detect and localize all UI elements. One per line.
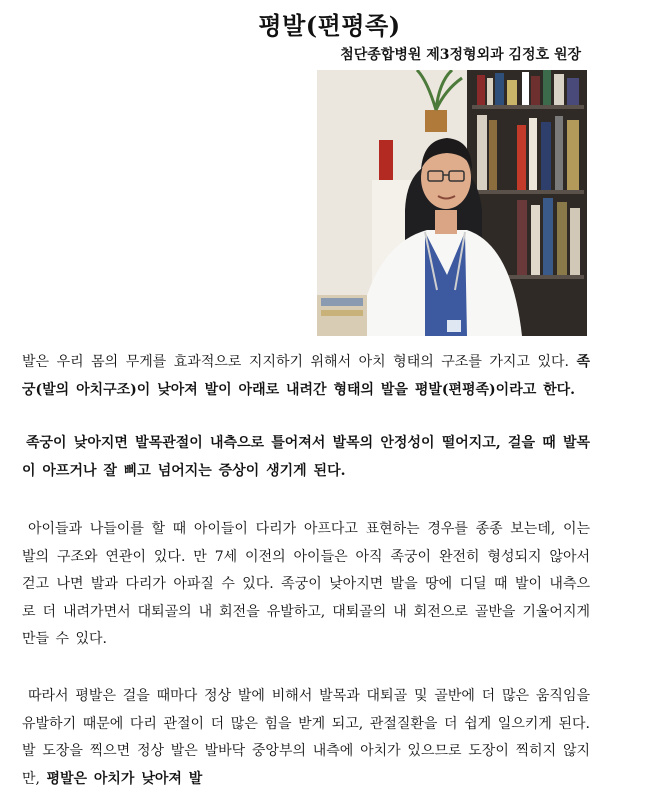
paragraph-4-bold: 평발은 아치가 낮아져 발 bbox=[46, 770, 203, 787]
paragraph-1-bold: 족궁(발의 아치구조)이 낮아져 발이 아래로 내려간 형태의 발을 평발(편평족)이라고 한다. bbox=[22, 354, 590, 398]
author-line: 첨단종합병원 제3정형외과 김정호 원장 bbox=[340, 47, 581, 63]
paragraph-1 bbox=[22, 349, 590, 404]
doctor-portrait-icon bbox=[317, 70, 587, 336]
paragraph-3: 아이들과 나들이를 할 때 아이들이 다리가 아프다고 표현하는 경우를 종종 보는데, 이는 발의 구조와 연관이 있다. 만 7세 이전의 아이들은 아직 족궁이 완전히 형성되지 않아서 걷고 나면 발과 다리가 아파질 수 있다. 족궁이 낮아지면 발을 땅에 디딜 때 발이 내측으로 더 내려가면서 대퇴골의 내 회전을 유발하고, 대퇴골의 내 회전으로 골반을 기울어지게 만들 수 있다. bbox=[22, 521, 590, 647]
paragraph-2: 족궁이 낮아지면 발목관절이 내측으로 틀어져서 발목의 안정성이 떨어지고, 걸을 때 발목이 아프거나 잘 삐고 넘어지는 증상이 생기게 된다. bbox=[22, 435, 590, 479]
page-title: 평발(편평족) bbox=[258, 11, 401, 40]
paragraph-1-text: 발은 우리 몸의 무게를 효과적으로 지지하기 위해서 아치 형태의 구조를 가지고 있다. bbox=[22, 354, 577, 370]
paragraph-4-text: 따라서 평발은 걸을 때마다 정상 발에 비해서 발목과 대퇴골 및 골반에 더 많은 움직임을 유발하기 때문에 다리 관절이 더 많은 힘을 받게 되고, 관절질환을 더 쉽게 일으키게 된다. 발 도장을 찍으면 정상 발은 발바닥 중앙부의 내측에 아치가 있으므로 도장이 찍히지 않지만, bbox=[22, 688, 590, 787]
doctor-photo bbox=[317, 70, 587, 336]
paragraph-4 bbox=[22, 683, 590, 793]
